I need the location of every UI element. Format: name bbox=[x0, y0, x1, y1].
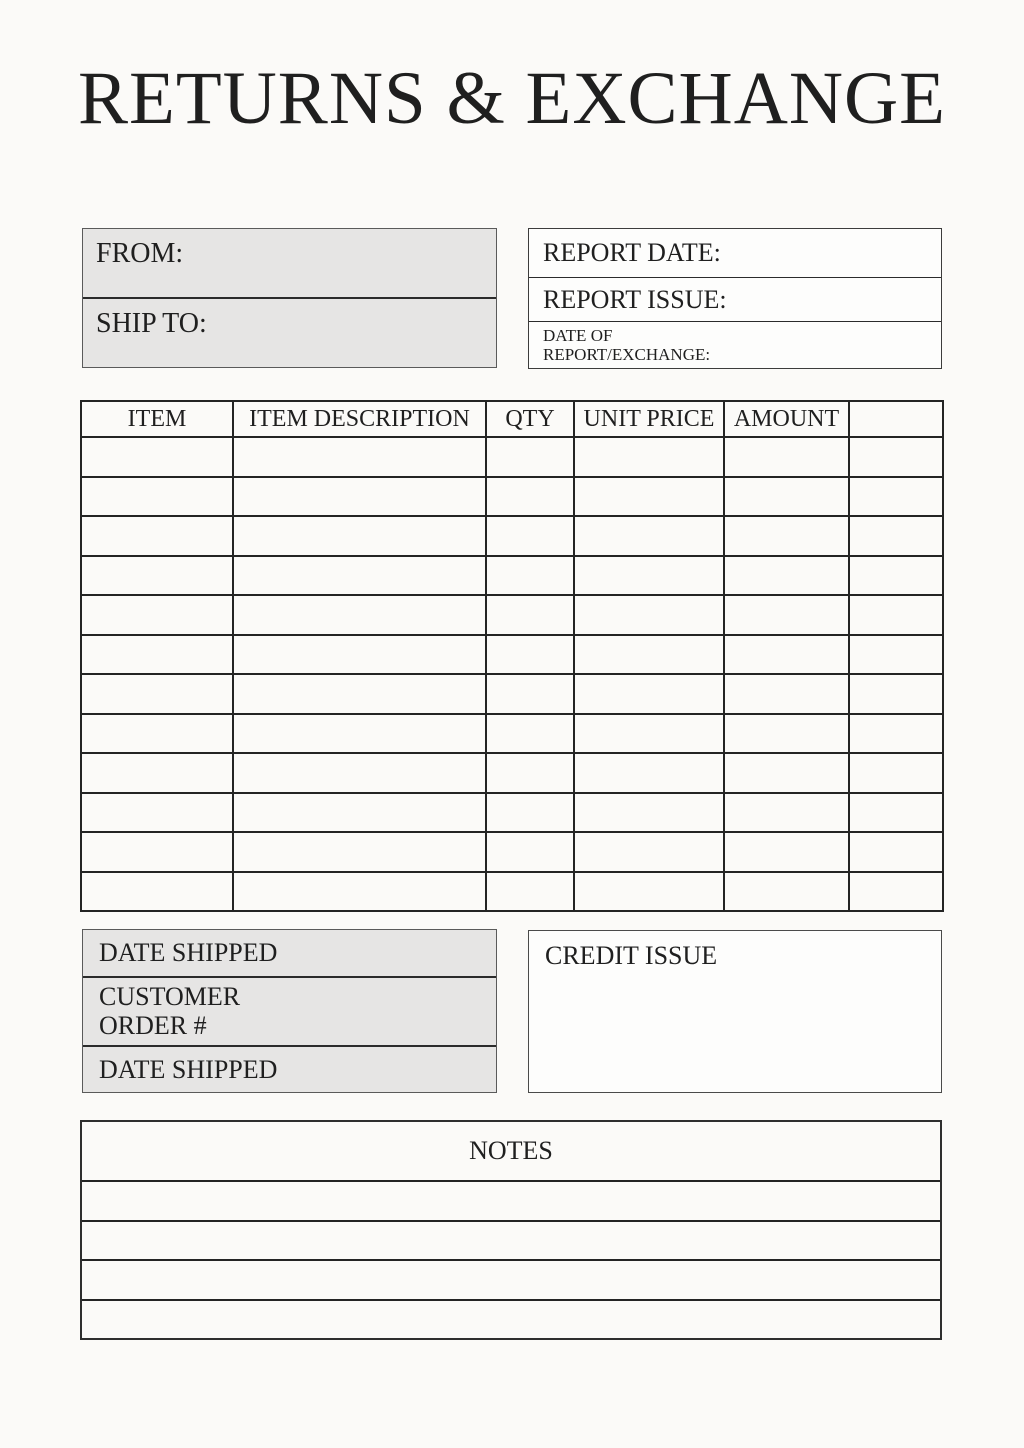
table-row bbox=[81, 635, 943, 675]
table-cell bbox=[849, 872, 943, 912]
table-cell bbox=[724, 556, 849, 596]
table-cell bbox=[724, 872, 849, 912]
table-cell bbox=[574, 714, 724, 754]
table-cell bbox=[486, 793, 574, 833]
header-unit-price: UNIT PRICE bbox=[574, 401, 724, 437]
header-row bbox=[81, 401, 943, 437]
table-cell bbox=[724, 714, 849, 754]
table-row bbox=[81, 595, 943, 635]
table-cell bbox=[849, 714, 943, 754]
table-cell bbox=[849, 437, 943, 477]
table-row bbox=[81, 714, 943, 754]
notes-line bbox=[82, 1180, 940, 1220]
table-cell bbox=[486, 714, 574, 754]
table-cell bbox=[724, 516, 849, 556]
report-date-label: REPORT DATE: bbox=[543, 238, 721, 267]
header-item: ITEM bbox=[81, 401, 233, 437]
table-cell bbox=[233, 556, 486, 596]
table-cell bbox=[233, 832, 486, 872]
table-cell bbox=[486, 635, 574, 675]
table-row bbox=[81, 832, 943, 872]
table-cell bbox=[574, 556, 724, 596]
table-cell bbox=[81, 753, 233, 793]
table-cell bbox=[724, 674, 849, 714]
table-cell bbox=[233, 635, 486, 675]
table-cell bbox=[81, 714, 233, 754]
table-cell bbox=[574, 872, 724, 912]
shipment-details-panel bbox=[82, 929, 497, 1093]
table-cell bbox=[233, 872, 486, 912]
table-cell bbox=[233, 714, 486, 754]
table-cell bbox=[849, 595, 943, 635]
table-row bbox=[81, 872, 943, 912]
table-cell bbox=[849, 477, 943, 517]
page-title: RETURNS & EXCHANGE bbox=[77, 57, 946, 140]
table-cell bbox=[574, 635, 724, 675]
notes-panel bbox=[80, 1120, 942, 1340]
table-cell bbox=[574, 832, 724, 872]
table-cell bbox=[849, 556, 943, 596]
table-cell bbox=[233, 516, 486, 556]
table-row bbox=[81, 793, 943, 833]
ship-to-label: SHIP TO: bbox=[96, 308, 207, 339]
report-date-field bbox=[529, 229, 941, 277]
table-cell bbox=[724, 832, 849, 872]
table-cell bbox=[81, 437, 233, 477]
table-cell bbox=[233, 674, 486, 714]
table-cell bbox=[849, 674, 943, 714]
table-row bbox=[81, 674, 943, 714]
table-cell bbox=[81, 832, 233, 872]
table-cell bbox=[81, 793, 233, 833]
table-cell bbox=[233, 437, 486, 477]
table-cell bbox=[486, 595, 574, 635]
table-cell bbox=[486, 832, 574, 872]
header-qty: QTY bbox=[486, 401, 574, 437]
table-cell bbox=[233, 477, 486, 517]
table-cell bbox=[574, 674, 724, 714]
table-cell bbox=[81, 674, 233, 714]
exchange-date-field bbox=[529, 321, 941, 368]
table-cell bbox=[724, 437, 849, 477]
credit-issue-panel bbox=[528, 930, 942, 1093]
table-cell bbox=[81, 516, 233, 556]
report-info-panel bbox=[528, 228, 942, 369]
notes-line bbox=[82, 1220, 940, 1260]
from-field bbox=[83, 229, 496, 297]
table-cell bbox=[849, 635, 943, 675]
from-shipto-panel bbox=[82, 228, 497, 368]
report-issue-field bbox=[529, 277, 941, 321]
table-cell bbox=[574, 477, 724, 517]
table-cell bbox=[486, 872, 574, 912]
table-cell bbox=[849, 516, 943, 556]
notes-line bbox=[82, 1259, 940, 1299]
exchange-date-label: DATE OF REPORT/EXCHANGE: bbox=[543, 325, 711, 364]
table-cell bbox=[574, 516, 724, 556]
table-row bbox=[81, 753, 943, 793]
table-cell bbox=[724, 595, 849, 635]
ship-to-field bbox=[83, 297, 496, 367]
table-row bbox=[81, 437, 943, 477]
report-issue-label: REPORT ISSUE: bbox=[543, 284, 727, 314]
table-cell bbox=[724, 753, 849, 793]
header-blank bbox=[849, 401, 943, 437]
customer-order-field bbox=[83, 976, 496, 1045]
table-row bbox=[81, 516, 943, 556]
notes-lines bbox=[82, 1180, 940, 1338]
table-cell bbox=[574, 753, 724, 793]
from-label: FROM: bbox=[96, 238, 184, 269]
table-cell bbox=[574, 595, 724, 635]
table-cell bbox=[486, 516, 574, 556]
credit-issue-label: CREDIT ISSUE bbox=[545, 941, 718, 970]
header-amount: AMOUNT bbox=[724, 401, 849, 437]
date-shipped-field bbox=[83, 930, 496, 976]
header-item-description: ITEM DESCRIPTION bbox=[233, 401, 486, 437]
table-cell bbox=[574, 437, 724, 477]
table-cell bbox=[849, 753, 943, 793]
date-shipped-field-2 bbox=[83, 1045, 496, 1092]
table-cell bbox=[81, 635, 233, 675]
table-cell bbox=[724, 477, 849, 517]
table-cell bbox=[849, 832, 943, 872]
items-table-header bbox=[81, 401, 943, 437]
table-cell bbox=[849, 793, 943, 833]
table-cell bbox=[233, 753, 486, 793]
table-row bbox=[81, 556, 943, 596]
table-cell bbox=[724, 793, 849, 833]
items-table-body bbox=[81, 437, 943, 911]
items-table bbox=[80, 400, 944, 912]
notes-header bbox=[82, 1122, 940, 1180]
table-cell bbox=[233, 793, 486, 833]
table-cell bbox=[81, 872, 233, 912]
table-cell bbox=[81, 595, 233, 635]
table-cell bbox=[486, 674, 574, 714]
date-shipped-label-2: DATE SHIPPED bbox=[99, 1054, 278, 1084]
table-cell bbox=[486, 437, 574, 477]
table-cell bbox=[233, 595, 486, 635]
notes-line bbox=[82, 1299, 940, 1339]
date-shipped-label: DATE SHIPPED bbox=[99, 938, 278, 967]
table-cell bbox=[486, 556, 574, 596]
notes-label: NOTES bbox=[469, 1136, 553, 1165]
table-cell bbox=[81, 477, 233, 517]
table-cell bbox=[574, 793, 724, 833]
table-cell bbox=[81, 556, 233, 596]
table-row bbox=[81, 477, 943, 517]
table-cell bbox=[486, 477, 574, 517]
table-cell bbox=[486, 753, 574, 793]
table-cell bbox=[724, 635, 849, 675]
customer-order-label: CUSTOMER ORDER # bbox=[99, 982, 241, 1040]
